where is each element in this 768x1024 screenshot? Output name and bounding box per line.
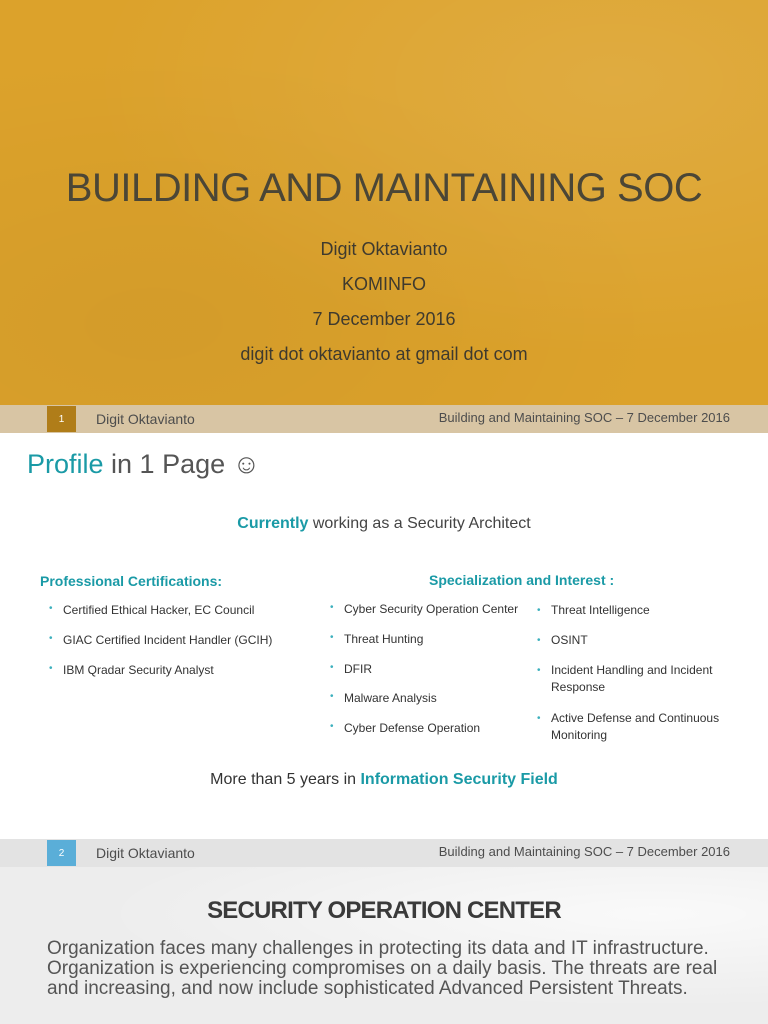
list-item: • GIAC Certified Incident Handler (GCIH) [49,633,289,663]
experience-line [0,771,768,789]
list-item: • OSINT [537,632,727,662]
presenter-info [0,232,768,372]
list-item: • Cyber Security Operation Center [330,602,530,632]
profile-title-rest: in 1 Page ☺ [103,449,261,479]
presenter-name: Digit Oktavianto [320,239,448,259]
slide-2-footer [0,839,768,867]
presenter-organization: KOMINFO [342,274,426,294]
specialization-list-1 [330,602,530,751]
list-item: • DFIR [330,662,530,691]
list-item: • Malware Analysis [330,691,530,721]
profile-title [27,449,260,480]
footer-event: Building and Maintaining SOC – 7 December 2016 [438,844,730,859]
profile-title-accent: Profile [27,449,104,479]
experience-prefix: More than 5 years in [210,771,361,788]
specialization-heading: Specialization and Interest : [429,572,615,588]
list-item: • Cyber Defense Operation [330,721,530,751]
current-role-accent: Currently [237,515,309,532]
slide-number-badge: 1 [47,406,76,432]
soc-title: SECURITY OPERATION CENTER [207,897,561,924]
footer-author: Digit Oktavianto [96,845,195,861]
list-item: • Incident Handling and Incident Response [537,662,727,710]
presentation-title: BUILDING AND MAINTAINING SOC [65,166,703,210]
footer-event: Building and Maintaining SOC – 7 December 2016 [438,410,730,425]
presentation-date: 7 December 2016 [312,309,456,329]
presenter-email: digit dot oktavianto at gmail dot com [240,344,528,364]
experience-accent: Information Security Field [360,771,558,788]
slide-2-profile [0,433,768,839]
slide-number-badge: 2 [47,840,76,866]
slide-1-footer [0,405,768,433]
footer-author: Digit Oktavianto [96,411,195,427]
certifications-list [49,603,289,693]
list-item: • Threat Intelligence [537,602,727,632]
slide-3-soc [0,867,768,1024]
current-role-text: working as a Security Architect [308,515,531,532]
specialization-list-2 [537,602,727,746]
list-item: • Certified Ethical Hacker, EC Council [49,603,289,633]
soc-body-text: Organization faces many challenges in protecting its data and IT infrastructure. Organization is experiencing compromises on a daily basis. The threats are real and increasing, and now include sophisticated Advanced Persistent Threats. [47,938,718,999]
list-item: • Threat Hunting [330,632,530,662]
certifications-heading: Professional Certifications: [40,573,223,589]
list-item: • IBM Qradar Security Analyst [49,663,289,693]
slide-1-title [0,0,768,405]
list-item: • Active Defense and Continuous Monitoring [537,710,727,746]
current-role [0,515,768,533]
